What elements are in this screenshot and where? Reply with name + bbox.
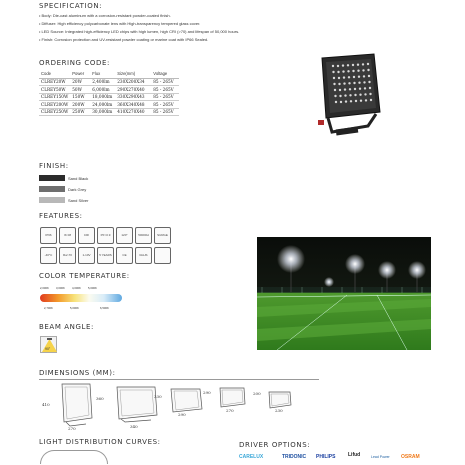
column-header: Power [70,70,90,78]
feature-icon: IK 08 [59,227,76,244]
finish-swatch-dark-grey [39,186,65,192]
floodlight-product-image [308,52,383,147]
table-cell: 85 - 265V [151,93,179,101]
table-cell: 85 - 265V [151,86,179,94]
specification-title: SPECIFICATION: [39,2,103,10]
table-cell: 30,000lm [90,108,115,116]
column-header: Size(mm) [115,70,151,78]
spec-line: • LED Source: Integrated high-efficiency LED chips with high lumen, high CRI (>70) and lifespan of 50,000 hours. [39,29,240,34]
driver-brand-lead-power: Lead Power [371,455,390,459]
table-row [39,93,179,101]
divider [39,379,319,380]
dimension-width: 270 [68,426,76,431]
dimension-height: 290 [203,390,211,395]
dimension-drawing-5 [267,390,293,410]
feature-icon: CRI [78,227,95,244]
finish-label: Sand Black [68,176,89,181]
column-header: Voltage [151,70,179,78]
feature-icon: 1-10V [78,247,95,264]
table-row [39,108,179,116]
color-temperature-title: COLOR TEMPERATURE: [39,272,130,280]
table-cell: 230X200X34 [115,78,151,86]
table-cell: CLREY200W [41,101,69,107]
features-title: FEATURES: [39,212,83,220]
feature-icon: 5 YEARS [97,247,114,264]
feature-icon: 50000H [135,227,152,244]
table-cell: CLREY20W [39,78,70,86]
table-row [39,86,179,94]
feature-icon: RoHS [135,247,152,264]
dimension-height: 330 [154,394,162,399]
feature-icon: PF>0.9 [97,227,114,244]
spec-line: • Diffuser: High efficiency polycarbonate lens with High-transparency tempered glass cover. [39,21,201,26]
dimension-width: 290 [178,412,186,417]
feature-icon: -40°C [40,247,57,264]
light-distribution-title: LIGHT DISTRIBUTION CURVES: [39,438,161,446]
table-header-row [39,70,179,78]
table-cell: 290X270X40 [115,86,151,94]
driver-brand-osram: OSRAM [401,454,420,460]
color-temp-label: 2,700K [44,306,53,310]
finish-title: FINISH: [39,162,69,170]
feature-icon [154,247,171,264]
beam-angle-value: 90° [45,347,51,351]
light-distribution-curve [40,450,108,464]
dimensions-title: DIMENSIONS (MM): [39,369,116,377]
table-cell: 85 - 265V [151,78,179,86]
color-temp-label: 4,000K [72,286,81,290]
beam-angle-title: BEAM ANGLE: [39,323,95,331]
feature-icon: CE [116,247,133,264]
table-cell: 24,000lm [90,101,115,109]
table-cell: 250W [70,108,90,116]
color-temp-label: 6,500K [100,306,109,310]
table-cell: CLREY250W [41,109,69,115]
table-cell: 85 - 265V [151,108,179,116]
color-temp-label: 5,000K [88,286,97,290]
column-header: Flux [90,70,115,78]
dimension-drawing-2 [113,385,159,423]
finish-label: Dark Grey [68,187,87,192]
feature-icon: Ra>70 [59,247,76,264]
table-cell: 85 - 265V [151,101,179,109]
driver-brand-philips: PHILIPS [316,454,336,460]
beam-cone-icon [41,337,58,354]
finish-label: Sand Silver [68,198,89,203]
color-temperature-bar [40,294,122,302]
dimension-height: 410 [42,402,50,407]
feature-icon: 120° [116,227,133,244]
driver-brand-lifud: Lifud [348,452,361,458]
dimension-width: 270 [226,408,234,413]
column-header: Code [39,70,70,78]
color-temp-label: 5,000K [70,306,79,310]
driver-options-title: DRIVER OPTIONS: [239,441,311,449]
feature-icon: IP66 [40,227,57,244]
table-cell: 2,400lm [90,78,115,86]
dimension-height: 360 [96,396,104,401]
ordering-code-title: ORDERING CODE: [39,59,110,67]
table-row [39,101,179,109]
table-cell: 330X290X43 [115,93,151,101]
ordering-table [39,70,179,116]
dimension-drawing-3 [168,387,204,415]
table-cell: CLREY150W [41,94,69,100]
dimension-drawing-1 [56,382,96,428]
table-cell: 18,000lm [90,93,115,101]
finish-swatch-sand-black [39,175,65,181]
finish-swatch-sand-silver [39,197,65,203]
feature-icon: SURGE [154,227,171,244]
color-temp-label: 2,000K [40,286,49,290]
table-cell: 360X340X48 [115,101,151,109]
table-cell: CLREY50W [39,86,70,94]
stadium-field-photo [257,237,431,350]
table-cell: 50W [70,86,90,94]
spec-line: • Body: Die-cast aluminum with a corrosion-resistant powder-coated finish. [39,13,171,18]
dimension-drawing-4 [217,386,247,410]
spec-line: • Finish: Corrosion protection and UV-resistant powder coating or marine coat with IP66 Sealed. [39,37,209,42]
color-temp-label: 3,000K [56,286,65,290]
table-cell: 6,000lm [90,86,115,94]
table-row [39,78,179,86]
table-cell: 150W [70,93,90,101]
table-cell: 200W [70,101,90,109]
dimension-width: 230 [275,408,283,413]
dimension-height: 200 [253,391,261,396]
table-cell: 20W [70,78,90,86]
table-cell: 410X270X40 [115,108,151,116]
dimension-width: 340 [130,424,138,429]
beam-angle-icon [40,336,57,353]
driver-brand-carelux: CARELUX [239,454,264,460]
driver-brand-tridonic: TRIDONIC [282,454,307,460]
